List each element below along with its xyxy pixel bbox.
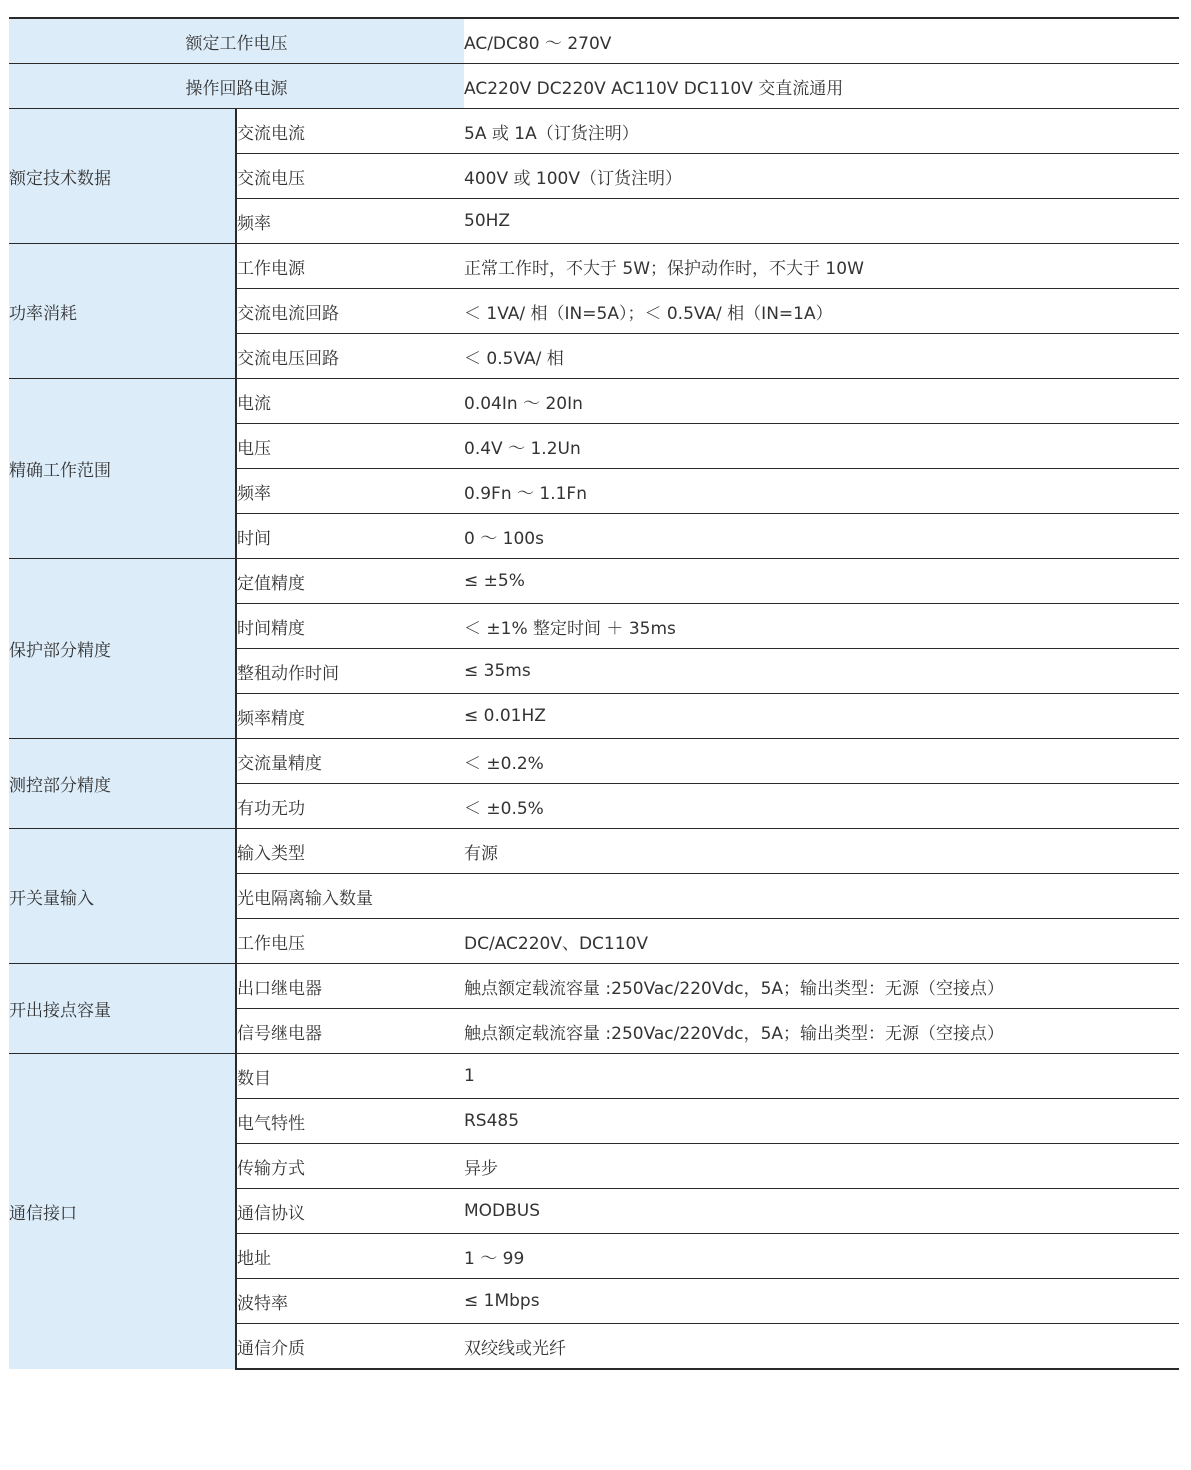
group-category: 保护部分精度 (9, 559, 236, 739)
item-value: ≤ ±5% (464, 559, 1179, 604)
group-category: 开出接点容量 (9, 964, 236, 1054)
table-row (9, 559, 1179, 604)
item-value: 触点额定载流容量 :250Vac/220Vdc，5A；输出类型：无源（空接点） (464, 964, 1179, 1009)
table-row (9, 64, 1179, 109)
item-value: ＜ ±0.5% (464, 784, 1179, 829)
spec-table-body (9, 18, 1179, 1369)
row-label: 额定工作电压 (9, 18, 464, 64)
item-label: 工作电源 (236, 244, 464, 289)
table-row (9, 109, 1179, 154)
table-row (9, 379, 1179, 424)
item-label: 整租动作时间 (236, 649, 464, 694)
table-row (9, 18, 1179, 64)
item-value: 1 (464, 1054, 1179, 1099)
item-value: 5A 或 1A（订货注明） (464, 109, 1179, 154)
item-value: ＜ ±1% 整定时间 ＋ 35ms (464, 604, 1179, 649)
item-label: 时间精度 (236, 604, 464, 649)
row-label: 操作回路电源 (9, 64, 464, 109)
item-label: 通信介质 (236, 1324, 464, 1370)
item-value: ＜ ±0.2% (464, 739, 1179, 784)
row-value: AC/DC80 ～ 270V (464, 18, 1179, 64)
item-label: 交流电压回路 (236, 334, 464, 379)
item-label: 交流电压 (236, 154, 464, 199)
item-value: 0.4V ～ 1.2Un (464, 424, 1179, 469)
item-label: 交流电流 (236, 109, 464, 154)
item-label: 电气特性 (236, 1099, 464, 1144)
item-label: 电流 (236, 379, 464, 424)
item-value: 触点额定载流容量 :250Vac/220Vdc，5A；输出类型：无源（空接点） (464, 1009, 1179, 1054)
row-value: AC220V DC220V AC110V DC110V 交直流通用 (464, 64, 1179, 109)
item-label: 有功无功 (236, 784, 464, 829)
group-category: 精确工作范围 (9, 379, 236, 559)
table-row (9, 1054, 1179, 1099)
item-label: 传输方式 (236, 1144, 464, 1189)
item-value: ≤ 35ms (464, 649, 1179, 694)
item-value: 50HZ (464, 199, 1179, 244)
item-label: 频率 (236, 469, 464, 514)
group-category: 额定技术数据 (9, 109, 236, 244)
table-row (9, 964, 1179, 1009)
item-value: ＜ 0.5VA/ 相 (464, 334, 1179, 379)
table-row (9, 244, 1179, 289)
item-label: 频率精度 (236, 694, 464, 739)
item-label: 交流量精度 (236, 739, 464, 784)
item-value: 0.04In ～ 20In (464, 379, 1179, 424)
item-value: ＜ 1VA/ 相（IN=5A）；＜ 0.5VA/ 相（IN=1A） (464, 289, 1179, 334)
item-value: RS485 (464, 1099, 1179, 1144)
item-label: 交流电流回路 (236, 289, 464, 334)
item-value: MODBUS (464, 1189, 1179, 1234)
table-row (9, 829, 1179, 874)
item-value: 0.9Fn ～ 1.1Fn (464, 469, 1179, 514)
item-value: ≤ 0.01HZ (464, 694, 1179, 739)
item-value: 有源 (464, 829, 1179, 874)
item-label: 光电隔离输入数量 (236, 874, 464, 919)
item-label: 出口继电器 (236, 964, 464, 1009)
item-label: 地址 (236, 1234, 464, 1279)
item-value: 正常工作时，不大于 5W；保护动作时，不大于 10W (464, 244, 1179, 289)
group-category: 功率消耗 (9, 244, 236, 379)
item-value: 双绞线或光纤 (464, 1324, 1179, 1370)
item-label: 时间 (236, 514, 464, 559)
item-label: 通信协议 (236, 1189, 464, 1234)
item-value: ≤ 1Mbps (464, 1279, 1179, 1324)
item-label: 工作电压 (236, 919, 464, 964)
item-value: 异步 (464, 1144, 1179, 1189)
item-label: 频率 (236, 199, 464, 244)
item-value: 400V 或 100V（订货注明） (464, 154, 1179, 199)
item-label: 定值精度 (236, 559, 464, 604)
item-value (464, 874, 1179, 919)
table-row (9, 739, 1179, 784)
group-category: 通信接口 (9, 1054, 236, 1370)
item-label: 波特率 (236, 1279, 464, 1324)
group-category: 测控部分精度 (9, 739, 236, 829)
item-label: 电压 (236, 424, 464, 469)
item-label: 数目 (236, 1054, 464, 1099)
item-label: 信号继电器 (236, 1009, 464, 1054)
item-value: 1 ～ 99 (464, 1234, 1179, 1279)
item-value: 0 ～ 100s (464, 514, 1179, 559)
item-label: 输入类型 (236, 829, 464, 874)
group-category: 开关量输入 (9, 829, 236, 964)
spec-table (9, 17, 1179, 1370)
item-value: DC/AC220V、DC110V (464, 919, 1179, 964)
